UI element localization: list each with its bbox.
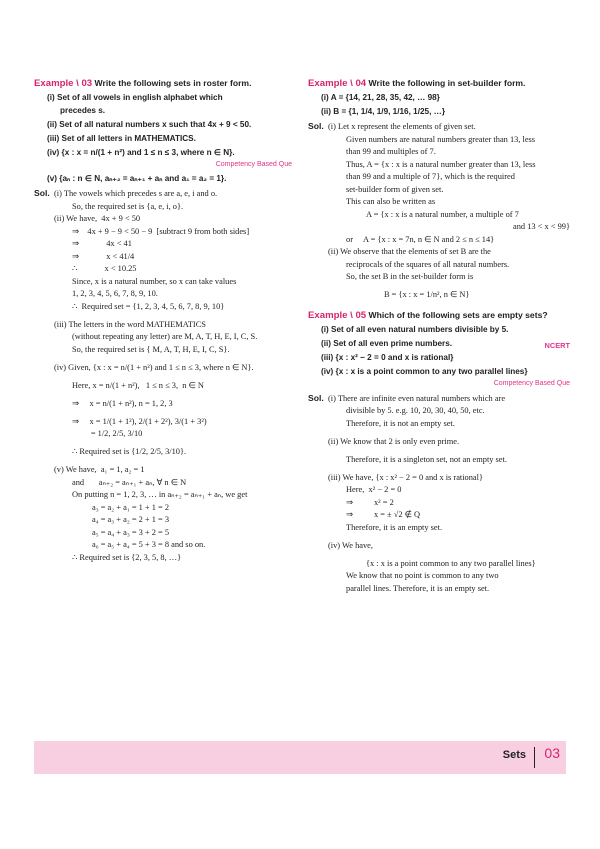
sol-line: Here, x = n/(1 + n²), 1 ≤ n ≤ 3, n ∈ N — [72, 380, 204, 390]
ncert-badge: NCERT — [544, 340, 570, 350]
sol-line: set-builder form of given set. — [346, 184, 444, 194]
sol-line: ⇒ 4x + 9 − 9 < 50 − 9 [subtract 9 from both sides] — [72, 226, 250, 236]
sol-line: {x : x is a point common to any two parallel lines} — [366, 558, 536, 568]
sol-line: Thus, A = {x : x is a natural number greater than 13, less — [346, 159, 536, 169]
sol-line: So, the set B in the set-builder form is — [346, 272, 474, 281]
sol-line: So, the required set is { M, A, T, H, E, I, C, S}. — [72, 344, 230, 354]
sol-line: (i) Let x represent the elements of given set. — [328, 122, 476, 131]
sol-line: (ii) We know that 2 is only even prime. — [328, 436, 460, 446]
sol-line: ∴ Required set is {1/2, 2/5, 3/10}. — [72, 447, 187, 456]
sol-line: parallel lines. Therefore, it is an empty set. — [346, 583, 490, 593]
example-03-item-i-cont: precedes s. — [60, 106, 106, 115]
sol-line: ⇒ x = n/(1 + n²), n = 1, 2, 3 — [72, 398, 173, 408]
example-04-solution — [308, 121, 570, 300]
example-04-prompt: Write the following in set-builder form. — [368, 78, 526, 88]
example-04-tag: Example \ 04 — [308, 78, 367, 89]
sol-line: (i) The vowels which precedes s are a, e, i and o. — [54, 189, 218, 198]
sol-line: (iii) We have, {x : x² − 2 = 0 and x is rational} — [328, 472, 483, 482]
example-03-item-ii: (ii) Set of all natural numbers x such that 4x + 9 < 50. — [47, 120, 252, 129]
example-05-item-iii: (iii) {x : x² − 2 = 0 and x is rational} — [321, 352, 454, 362]
example-05-tag: Example \ 05 — [308, 309, 367, 321]
solution-label: Sol. — [308, 121, 324, 131]
sol-line: ∴ x < 10.25 — [72, 264, 137, 273]
sol-line: (without repeating any letter) are M, A, T, H, E, I, C, S. — [72, 332, 258, 341]
example-05-heading — [308, 310, 570, 321]
solution-label: Sol. — [34, 188, 50, 198]
sol-line: A = {x : x is a natural number, a multiple of 7 — [366, 209, 519, 219]
sol-line: (iv) Given, {x : x = n/(1 + n²) and 1 ≤ n ≤ 3, where n ∈ N}. — [54, 362, 254, 372]
sol-line: On putting n = 1, 2, 3, … in aₙ₊₂ = aₙ₊₁ + aₙ, we get — [72, 490, 248, 499]
example-04-item-i: (i) A = {14, 21, 28, 35, 42, … 98} — [321, 93, 440, 102]
example-05-item-i: (i) Set of all even natural numbers divisible by 5. — [321, 324, 509, 334]
sol-line: Therefore, it is an empty set. — [346, 522, 443, 532]
example-03-item-iv: (iv) {x : x = n/(1 + n²) and 1 ≤ n ≤ 3, where n ∈ N}. — [47, 148, 235, 157]
sol-line: Therefore, it is a singleton set, not an empty set. — [346, 454, 507, 464]
sol-line: B = {x : x = 1/n², n ∈ N} — [384, 290, 470, 299]
sol-line: ⇒ x < 41/4 — [72, 251, 135, 261]
example-03-item-iii: (iii) Set of all letters in MATHEMATICS. — [47, 134, 196, 143]
sol-line: This can also be written as — [346, 197, 436, 206]
example-05-solution — [308, 393, 570, 594]
sol-line: = 1/2, 2/5, 3/10 — [72, 429, 143, 438]
sol-line: and aₙ₊₂ = aₙ₊₁ + aₙ, ∀ n ∈ N — [72, 477, 187, 487]
sol-line: 1, 2, 3, 4, 5, 6, 7, 8, 9, 10. — [72, 289, 158, 298]
sol-line: a₅ = a₄ + a₃ = 3 + 2 = 5 — [92, 527, 170, 537]
sol-line: ∴ Required set = {1, 2, 3, 4, 5, 6, 7, 8, 9, 10} — [72, 301, 225, 311]
example-03-tag: Example \ 03 — [34, 78, 93, 89]
solution-label: Sol. — [308, 392, 324, 403]
sol-line: divisible by 5. e.g. 10, 20, 30, 40, 50, etc. — [346, 406, 485, 415]
sol-line: (ii) We have, 4x + 9 < 50 — [54, 214, 141, 223]
sol-line: than 99 and multiples of 7. — [346, 147, 436, 156]
sol-line: Here, x² − 2 = 0 — [346, 485, 402, 494]
chapter-title: Sets — [502, 749, 526, 761]
sol-line: Given numbers are natural numbers greater than 13, less — [346, 134, 536, 144]
sol-line: a₆ = a₅ + a₄ = 5 + 3 = 8 and so on. — [92, 540, 206, 549]
sol-line: (v) We have, a₁ = 1, a₂ = 1 — [54, 465, 145, 474]
sol-line: (ii) We observe that the elements of set B are the — [328, 247, 491, 256]
example-03-item-i: (i) Set of all vowels in english alphabet which — [47, 93, 223, 102]
competency-badge: Competency Based Que — [215, 161, 292, 168]
sol-line: So, the required set is {a, e, i, o}. — [72, 201, 184, 211]
page-number: 03 — [544, 745, 560, 761]
sol-line: ⇒ x² = 2 — [346, 497, 394, 507]
sol-line: We know that no point is common to any two — [346, 571, 499, 580]
example-05-item-iv: (iv) {x : x is a point common to any two parallel lines} — [321, 366, 528, 376]
sol-line: (iii) The letters in the word MATHEMATICS — [54, 319, 206, 329]
example-05-item-ii: (ii) Set of all even prime numbers. — [321, 338, 453, 348]
sol-line: (iv) We have, — [328, 540, 373, 550]
example-03-heading — [34, 78, 292, 89]
example-03-prompt: Write the following sets in roster form. — [94, 78, 252, 88]
left-column — [34, 78, 292, 564]
footer-divider — [534, 747, 536, 768]
sol-line: ⇒ x = ± √2 ∉ Q — [346, 510, 421, 519]
sol-line: than 99 and a multiple of 7}, which is the required — [346, 172, 515, 181]
page-footer — [34, 741, 566, 774]
example-03-solution — [34, 188, 292, 563]
sol-line: a₄ = a₃ + a₂ = 2 + 1 = 3 — [92, 515, 170, 524]
sol-line: ⇒ x = 1/(1 + 1²), 2/(1 + 2²), 3/(1 + 3²) — [72, 416, 207, 426]
example-04-heading — [308, 78, 570, 89]
right-column — [308, 78, 570, 595]
sol-line: ⇒ 4x < 41 — [72, 239, 132, 248]
example-05-prompt: Which of the following sets are empty sets? — [368, 309, 548, 320]
sol-line: (i) There are infinite even natural numbers which are — [328, 393, 506, 403]
example-04-item-ii: (ii) B = {1, 1/4, 1/9, 1/16, 1/25, …} — [321, 107, 446, 116]
sol-line: a₃ = a₂ + a₁ = 1 + 1 = 2 — [92, 502, 170, 512]
sol-line: reciprocals of the squares of all natural numbers. — [346, 259, 510, 269]
sol-line: Therefore, it is not an empty set. — [346, 418, 455, 428]
competency-badge: Competency Based Que — [493, 379, 570, 387]
sol-line: ∴ Required set is {2, 3, 5, 8, …} — [72, 552, 182, 562]
sol-line: and 13 < x < 99} — [513, 222, 570, 231]
example-03-item-v: (v) {aₙ : n ∈ N, aₙ₊₂ = aₙ₊₁ + aₙ and a₁ = a₂ = 1}. — [47, 174, 227, 183]
sol-line: or A = {x : x = 7n, n ∈ N and 2 ≤ n ≤ 14} — [346, 234, 495, 244]
sol-line: Since, x is a natural number, so x can take values — [72, 276, 237, 286]
